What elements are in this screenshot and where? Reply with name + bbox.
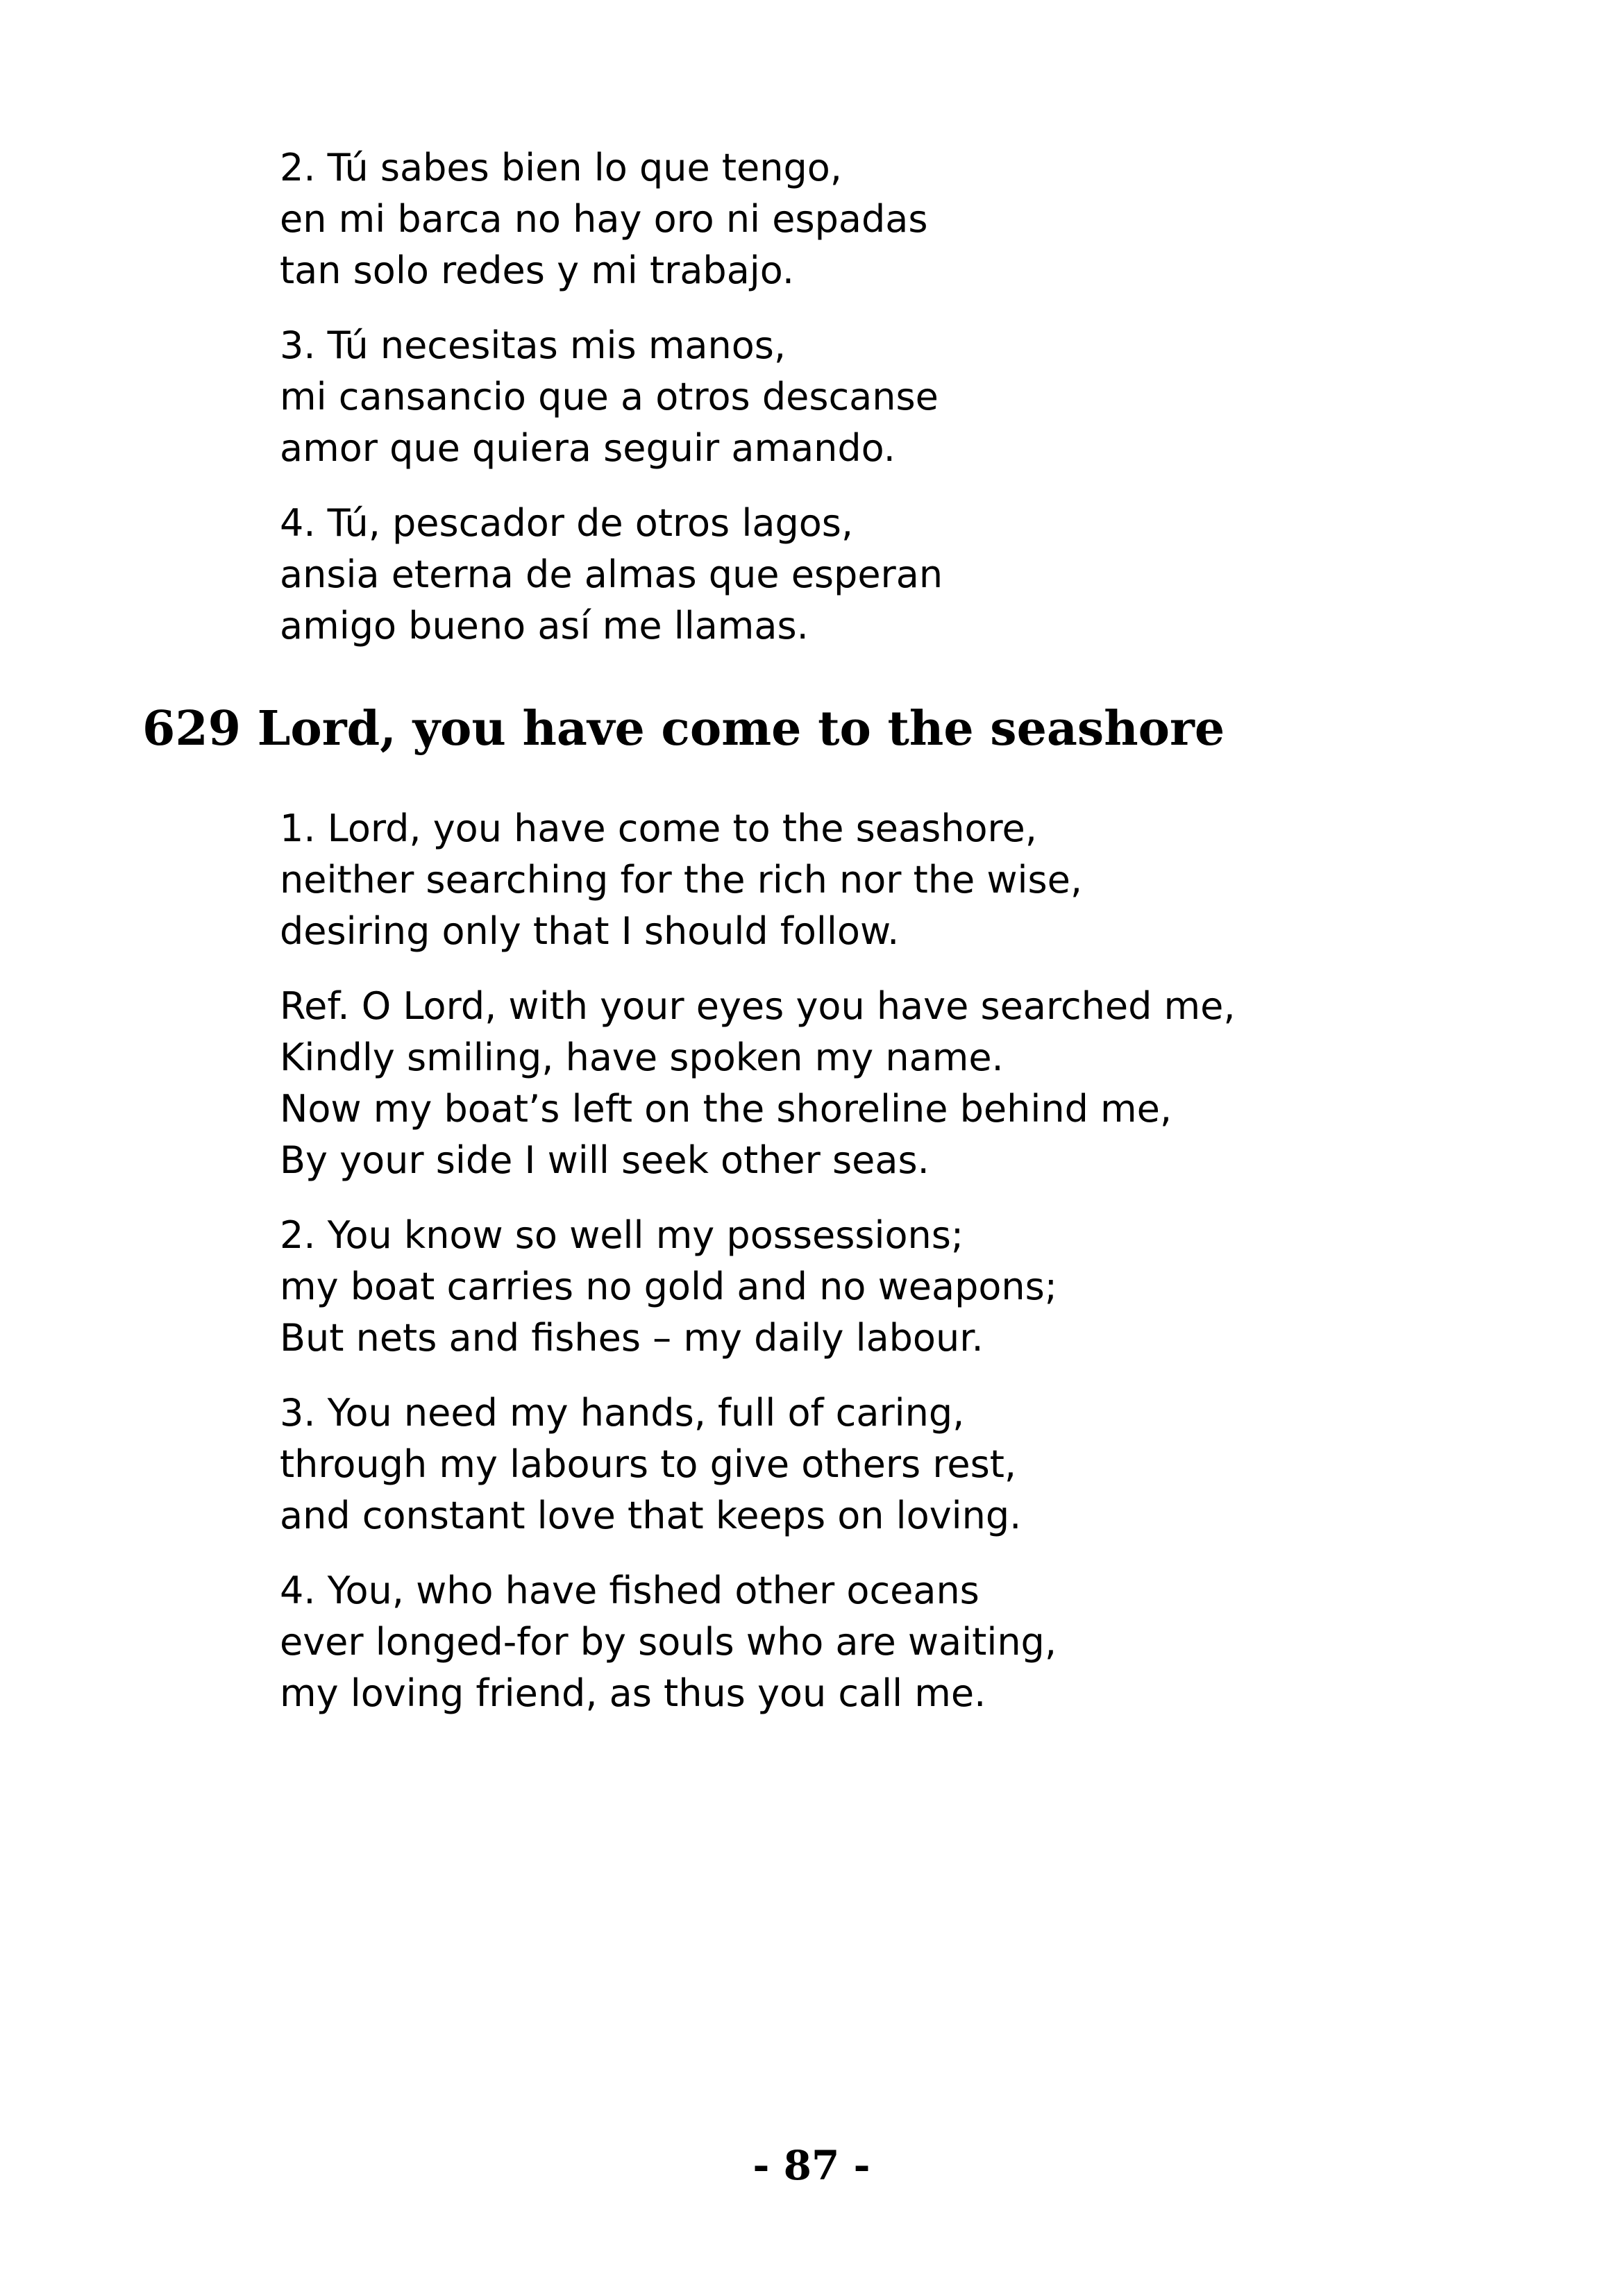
verse-line: 4. You, who have fished other oceans [280, 1569, 979, 1612]
verse-line: 3. Tú necesitas mis manos, [280, 323, 787, 367]
page-number: - 87 - [752, 2142, 871, 2189]
verse-line: through my labours to give others rest, [280, 1442, 1017, 1486]
verse [280, 498, 1460, 652]
verse [280, 320, 1460, 474]
verse [280, 1387, 1529, 1542]
verse [280, 1210, 1529, 1364]
hymn-verses [280, 803, 1529, 1743]
verse-line: 4. Tú, pescador de otros lagos, [280, 501, 854, 545]
verse-line: amigo bueno así me llamas. [280, 604, 809, 648]
verse-line: Kindly smiling, have spoken my name. [280, 1036, 1004, 1079]
verse-line: Ref. O Lord, with your eyes you have searched me, [280, 984, 1236, 1028]
verse-line: mi cansancio que a otros descanse [280, 375, 939, 419]
verse-line: amor que quiera seguir amando. [280, 426, 895, 470]
verse-line: 1. Lord, you have come to the seashore, [280, 807, 1037, 850]
verse [280, 1565, 1529, 1719]
verse-line: Now my boat’s left on the shoreline behind me, [280, 1087, 1172, 1131]
verse-line: ever longed-for by souls who are waiting, [280, 1620, 1057, 1664]
verse-line: my loving friend, as thus you call me. [280, 1671, 986, 1715]
verse-line: By your side I will seek other seas. [280, 1138, 930, 1182]
verse [280, 142, 1460, 296]
verse-line: desiring only that I should follow. [280, 909, 900, 953]
hymn-title: 629 Lord, you have come to the seashore [142, 701, 1225, 757]
verse-line: But nets and fishes – my daily labour. [280, 1316, 984, 1360]
verse-line: ansia eterna de almas que esperan [280, 552, 943, 596]
verse-line: neither searching for the rich nor the wise, [280, 858, 1083, 902]
verse-line: my boat carries no gold and no weapons; [280, 1265, 1057, 1308]
verse-line: tan solo redes y mi trabajo. [280, 248, 795, 292]
verse-line: en mi barca no hay oro ni espadas [280, 197, 928, 241]
verse-line: 2. Tú sabes bien lo que tengo, [280, 146, 842, 189]
refrain [280, 981, 1529, 1186]
verse-line: 3. You need my hands, full of caring, [280, 1391, 965, 1435]
spanish-verses [280, 142, 1460, 675]
verse-line: and constant love that keeps on loving. [280, 1494, 1022, 1537]
verse-line: 2. You know so well my possessions; [280, 1213, 964, 1257]
verse [280, 803, 1529, 957]
